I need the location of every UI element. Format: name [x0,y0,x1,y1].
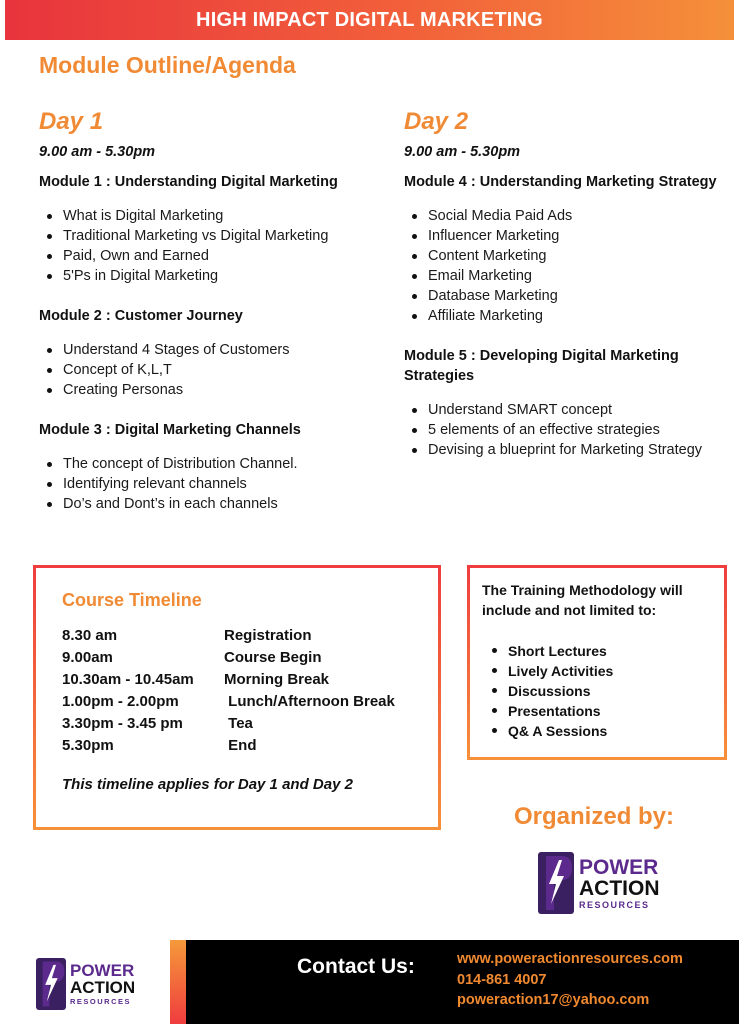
list-item: Lively Activities [482,661,613,681]
timeline-event: Tea [224,714,253,732]
timeline-event: Morning Break [224,670,330,688]
list-item: Understand 4 Stages of Customers [39,340,379,360]
logo-line-1: POWER [70,961,135,981]
list-item: Do’s and Dont’s in each channels [39,494,379,514]
module-4-list [404,206,719,326]
list-item: Q& A Sessions [482,721,613,741]
logo-text [579,857,660,910]
training-methodology-box [467,565,727,760]
logo-line-3: RESOURCES [70,997,132,1007]
list-item: Social Media Paid Ads [404,206,719,226]
footer-logo [34,955,152,1013]
email-link[interactable]: poweraction17@yahoo.com [457,992,650,1008]
timeline-event: Course Begin [224,648,322,666]
timeline-row [62,646,395,668]
header-title: HIGH IMPACT DIGITAL MARKETING [196,8,543,31]
list-item: 5'Ps in Digital Marketing [39,266,379,286]
list-item: Paid, Own and Earned [39,246,379,266]
timeline-row [62,668,395,690]
module-2-list [39,340,379,400]
organized-by-heading: Organized by: [514,803,675,830]
timeline-event: Registration [224,626,312,644]
list-item: Creating Personas [39,380,379,400]
list-item: Concept of K,L,T [39,360,379,380]
logo-line-2: ACTION [70,978,136,998]
day1-time: 9.00 am - 5.30pm [39,144,156,160]
timeline-event: End [224,736,257,754]
list-item: Email Marketing [404,266,719,286]
list-item: Discussions [482,681,613,701]
timeline-row [62,624,395,646]
day2-time: 9.00 am - 5.30pm [404,144,521,160]
lightning-p-logo-icon [36,958,66,1010]
logo-text [70,962,135,1006]
footer-accent-stripe [170,940,186,1024]
timeline-time: 10.30am - 10.45am [62,670,194,688]
timeline-row [62,712,395,734]
timeline-time: 8.30 am [62,626,118,644]
module-5-list [404,400,719,460]
list-item: The concept of Distribution Channel. [39,454,379,474]
timeline-table [62,624,395,756]
logo-line-2: ACTION [579,876,660,900]
module-3-list [39,454,379,514]
list-item: Understand SMART concept [404,400,719,420]
website-link[interactable]: www.poweractionresources.com [457,951,683,967]
day1-title: Day 1 [39,108,104,135]
timeline-row [62,734,395,756]
timeline-time: 9.00am [62,648,113,666]
module-4-title: Module 4 : Understanding Marketing Strategy [404,174,717,190]
list-item: Presentations [482,701,613,721]
timeline-time: 3.30pm - 3.45 pm [62,714,183,732]
logo-line-3: RESOURCES [579,899,650,910]
list-item: Traditional Marketing vs Digital Marketing [39,226,379,246]
module-2-title: Module 2 : Customer Journey [39,308,243,324]
timeline-event: Lunch/Afternoon Break [224,692,395,710]
power-action-logo [534,848,680,918]
day2-title: Day 2 [404,108,469,135]
list-item: Database Marketing [404,286,719,306]
list-item: Identifying relevant channels [39,474,379,494]
phone-number[interactable]: 014-861 4007 [457,971,547,988]
list-item: Devising a blueprint for Marketing Strategy [404,440,719,460]
methodology-list [482,641,613,741]
module-1-list [39,206,379,286]
timeline-time: 1.00pm - 2.00pm [62,692,179,710]
module-3-title: Module 3 : Digital Marketing Channels [39,422,301,438]
page-title: Module Outline/Agenda [39,52,296,78]
methodology-intro: The Training Methodology will include and not limited to: [482,582,683,618]
logo-line-1: POWER [579,855,659,879]
module-5-title: Module 5 : Developing Digital Marketing Strategies [404,348,679,384]
timeline-title: Course Timeline [62,590,202,610]
day1-column [39,108,379,534]
course-timeline-box [33,565,441,830]
timeline-row [62,690,395,712]
timeline-note: This timeline applies for Day 1 and Day 2 [62,776,353,793]
list-item: Influencer Marketing [404,226,719,246]
header-banner [5,0,734,40]
list-item: Short Lectures [482,641,613,661]
timeline-time: 5.30pm [62,736,114,754]
module-1-title: Module 1 : Understanding Digital Marketing [39,174,338,190]
contact-us-label: Contact Us: [297,955,415,978]
list-item: Affiliate Marketing [404,306,719,326]
day2-column [404,108,719,480]
contact-details [457,949,683,1011]
lightning-p-logo-icon [538,852,574,914]
list-item: 5 elements of an effective strategies [404,420,719,440]
list-item: Content Marketing [404,246,719,266]
list-item: What is Digital Marketing [39,206,379,226]
